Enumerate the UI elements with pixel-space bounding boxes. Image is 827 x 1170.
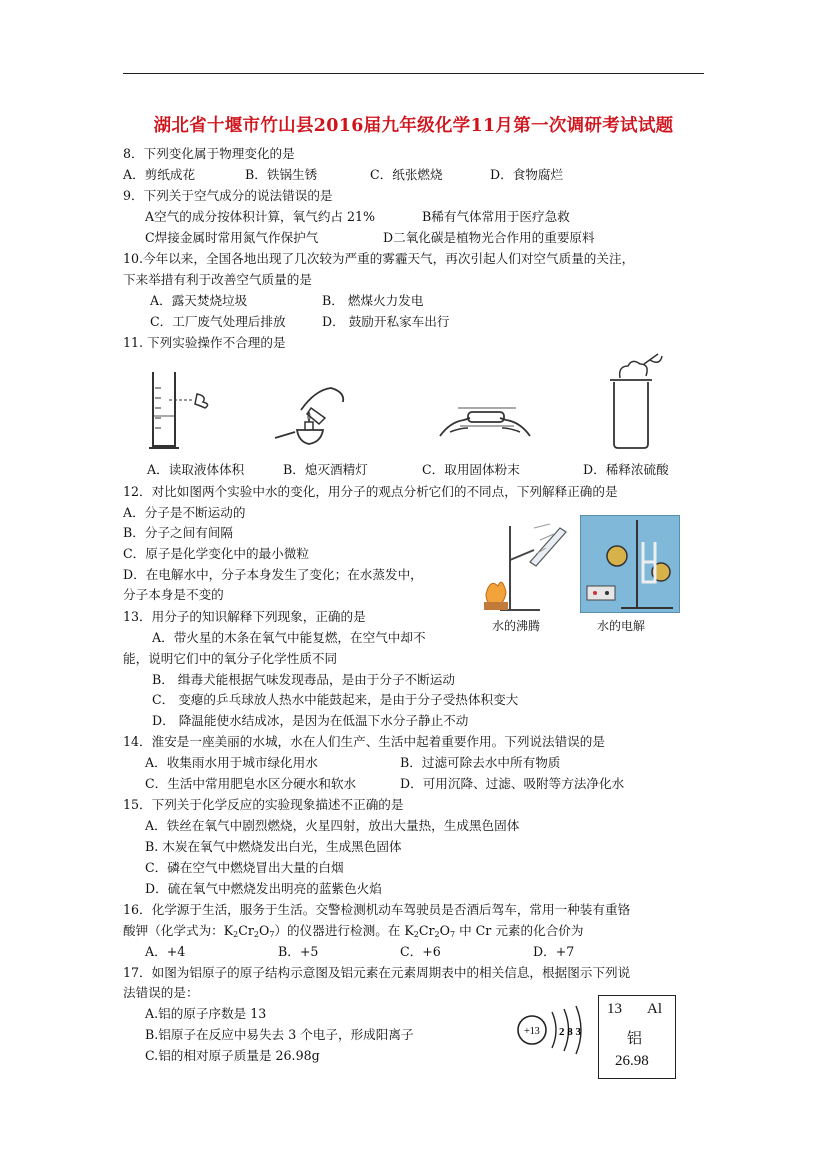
q13-stem: 13．用分子的知识解释下列现象，正确的是	[123, 609, 366, 624]
q8-option-b: B．铁锅生锈	[245, 167, 318, 182]
q16-option-a: A．+4	[145, 944, 186, 959]
q17-stem-line1: 17．如图为铝原子的原子结构示意图及铝元素在元素周期表中的相关信息，根据图示下列说	[123, 965, 631, 980]
q17-stem-line2: 法错误的是：	[123, 985, 199, 1000]
q12-option-a: A．分子是不断运动的	[123, 505, 246, 520]
atomic-number: 13	[607, 1001, 622, 1017]
q9-stem: 9．下列关于空气成分的说法错误的是	[123, 188, 333, 203]
q12-option-c: C．原子是化学变化中的最小微粒	[123, 546, 309, 561]
q10-option-b: B． 燃煤火力发电	[322, 293, 424, 308]
q15-option-c: C．磷在空气中燃烧冒出大量的白烟	[145, 860, 344, 875]
q11-option-a: A．读取液体体积	[147, 462, 245, 477]
q14-stem: 14．淮安是一座美丽的水城，水在人们生产、生活中起着重要作用。下列说法错误的是	[123, 734, 605, 749]
electrolysis-apparatus-icon	[581, 516, 679, 612]
q14-option-a: A．收集雨水用于城市绿化用水	[145, 755, 318, 770]
q9-option-b: B稀有气体常用于医疗急救	[422, 209, 570, 224]
atom-shells-label: 2 8 3	[559, 1026, 581, 1038]
q14-option-d: D．可用沉降、过滤、吸附等方法净化水	[400, 776, 625, 791]
water-electrolysis-photo	[580, 515, 680, 613]
q8-stem: 8．下列变化属于物理变化的是	[123, 146, 295, 161]
q9-option-d: D二氧化碳是植物光合作用的重要原料	[383, 230, 595, 245]
q12-option-b: B．分子之间有间隔	[123, 525, 234, 540]
q16-option-c: C．+6	[400, 944, 441, 959]
q16-option-b: B．+5	[278, 944, 319, 959]
q8-option-c: C．纸张燃烧	[370, 167, 443, 182]
q8-option-d: D．食物腐烂	[490, 167, 564, 182]
alcohol-lamp-figure	[265, 380, 355, 452]
periodic-table-cell	[598, 995, 676, 1079]
q13-option-a-line2: 能，说明它们中的氧分子化学性质不同	[123, 651, 338, 666]
page-title: 湖北省十堰市竹山县2016届九年级化学11月第一次调研考试试题	[153, 116, 674, 136]
q11-stem: 11. 下列实验操作不合理的是	[123, 335, 286, 350]
q10-option-c: C．工厂废气处理后排放	[150, 314, 286, 329]
header-rule	[123, 73, 704, 74]
water-boiling-figure	[480, 520, 570, 612]
q10-option-a: A．露天焚烧垃圾	[150, 293, 248, 308]
test-tube-powder-figure	[430, 392, 540, 452]
q9-option-a: A空气的成分按体积计算，氧气约占 21%	[145, 209, 375, 224]
q14-option-b: B．过滤可除去水中所有物质	[400, 755, 561, 770]
dilute-acid-figure	[600, 352, 668, 452]
aluminum-atom-structure-diagram	[512, 1004, 592, 1060]
q11-option-b: B．熄灭酒精灯	[283, 462, 368, 477]
q11-option-d: D．稀释浓硫酸	[583, 462, 669, 477]
q16-stem-line1: 16．化学源于生活，服务于生活。交警检测机动车驾驶员是否酒后驾车，常用一种装有重铬	[123, 902, 631, 917]
q15-option-b: B. 木炭在氧气中燃烧发出白光，生成黑色固体	[145, 839, 402, 854]
q13-option-d: D． 降温能使水结成冰，是因为在低温下水分子静止不动	[152, 713, 469, 728]
q17-option-a: A.铝的原子序数是 13	[145, 1006, 267, 1021]
q13-option-a-line1: A．带火星的木条在氧气中能复燃，在空气中却不	[152, 630, 426, 645]
q15-stem: 15．下列关于化学反应的实验现象描述不正确的是	[123, 797, 404, 812]
q12-option-d-line2: 分子本身是不变的	[123, 587, 224, 602]
q11-option-c: C．取用固体粉末	[422, 462, 520, 477]
q12-option-d-line1: D．在电解水中，分子本身发生了变化；在水蒸发中，	[123, 567, 423, 582]
atomic-mass: 26.98	[615, 1053, 649, 1069]
q13-option-b: B． 缉毒犬能根据气味发现毒品，是由于分子不断运动	[152, 672, 455, 687]
atom-nucleus-label: +13	[524, 1026, 540, 1037]
q12-stem: 12．对比如图两个实验中水的变化，用分子的观点分析它们的不同点，下列解释正确的是	[123, 484, 618, 499]
q10-option-d: D． 鼓励开私家车出行	[322, 314, 450, 329]
q9-option-c: C焊接金属时常用氮气作保护气	[145, 230, 319, 245]
element-name: 铝	[627, 1029, 643, 1047]
caption-boiling: 水的沸腾	[492, 619, 541, 633]
q16-option-d: D．+7	[533, 944, 575, 959]
q15-option-a: A．铁丝在氧气中剧烈燃烧，火星四射，放出大量热，生成黑色固体	[145, 818, 520, 833]
q10-stem-line1: 10.今年以来，全国各地出现了几次较为严重的雾霾天气，再次引起人们对空气质量的关注，	[123, 251, 635, 266]
caption-electrolysis: 水的电解	[597, 619, 646, 633]
graduated-cylinder-figure	[145, 368, 217, 452]
q16-stem-line2: 酸钾（化学式为：$K_2Cr_2O_7$）的仪器进行检测。在 $K_2Cr_2O_7$ 中 Cr 元素的化合价为	[123, 923, 584, 939]
q17-option-c: C.铝的相对原子质量是 26.98g	[145, 1048, 320, 1063]
q8-option-a: A．剪纸成花	[123, 167, 196, 182]
q15-option-d: D．硫在氧气中燃烧发出明亮的蓝紫色火焰	[145, 881, 382, 896]
q14-option-c: C．生活中常用肥皂水区分硬水和软水	[145, 776, 357, 791]
q10-stem-line2: 下来举措有利于改善空气质量的是	[123, 272, 312, 287]
element-symbol: Al	[647, 1001, 662, 1017]
q17-option-b: B.铝原子在反应中易失去 3 个电子，形成阳离子	[145, 1027, 414, 1042]
q13-option-c: C． 变瘪的乒乓球放人热水中能鼓起来，是由于分子受热体积变大	[152, 692, 519, 707]
